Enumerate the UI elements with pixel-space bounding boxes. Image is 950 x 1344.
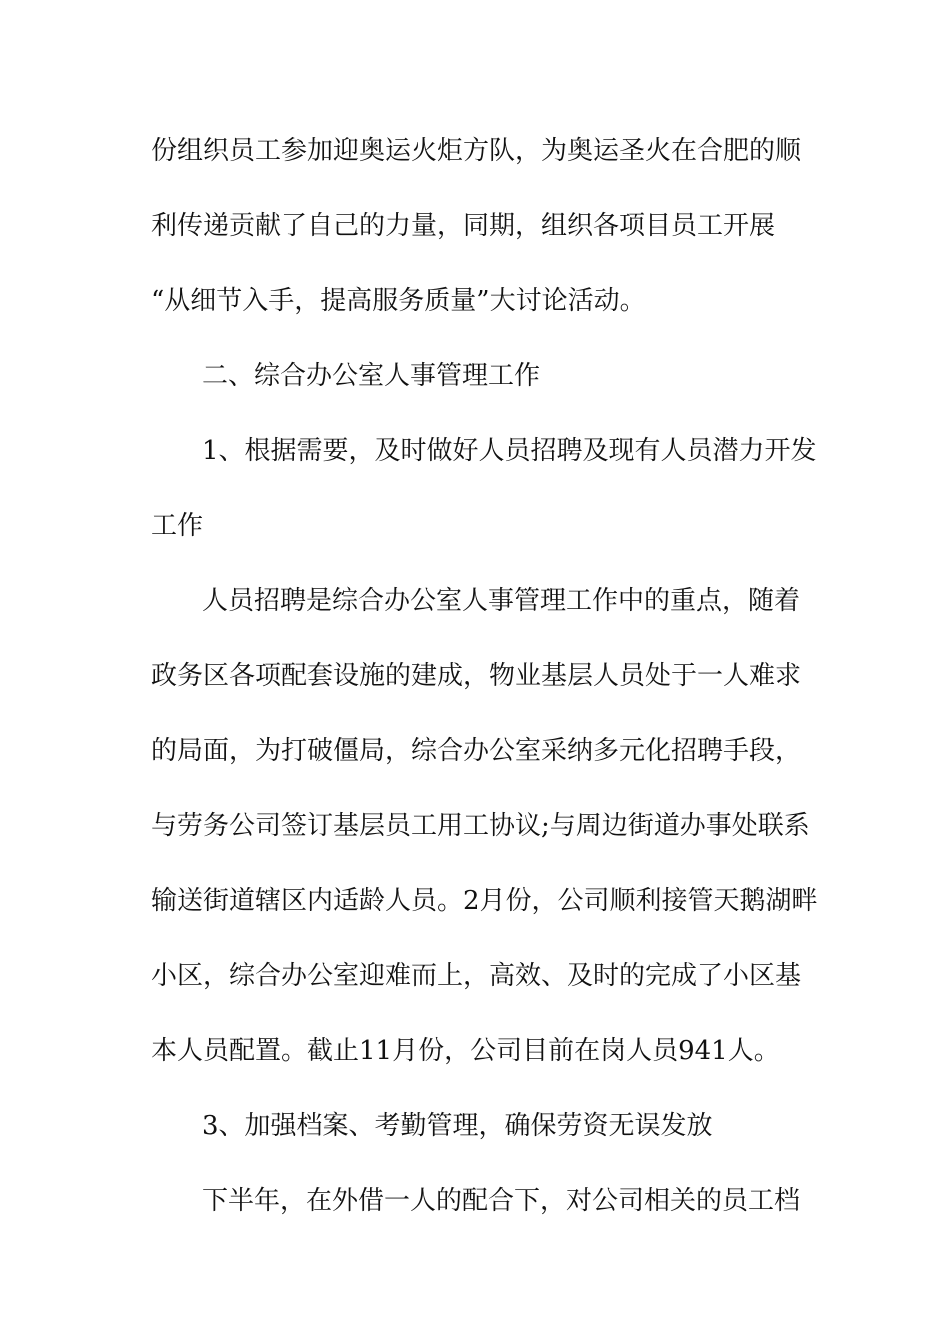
body-text-line: 的局面，为打破僵局，综合办公室采纳多元化招聘手段， [151, 736, 802, 766]
body-text-line: 政务区各项配套设施的建成，物业基层人员处于一人难求 [151, 661, 802, 691]
section-heading: 二、综合办公室人事管理工作 [202, 361, 541, 391]
body-text-line: “从细节入手，提高服务质量”大讨论活动。 [151, 286, 646, 316]
body-text-line: 输送街道辖区内适龄人员。2月份，公司顺利接管天鹅湖畔 [151, 886, 818, 916]
body-text-line: 利传递贡献了自己的力量，同期，组织各项目员工开展 [151, 211, 776, 241]
subsection-heading: 1、根据需要，及时做好人员招聘及现有人员潜力开发 [202, 436, 817, 466]
subsection-heading-continuation: 工作 [151, 511, 204, 541]
body-text-line: 本人员配置。截止11月份，公司目前在岗人员941人。 [151, 1036, 780, 1066]
body-text-line: 与劳务公司签订基层员工用工协议;与周边街道办事处联系 [151, 811, 810, 841]
body-text-line: 份组织员工参加迎奥运火炬方队，为奥运圣火在合肥的顺 [151, 136, 802, 166]
body-text-line: 人员招聘是综合办公室人事管理工作中的重点，随着 [202, 586, 801, 616]
body-text-line: 小区，综合办公室迎难而上，高效、及时的完成了小区基 [151, 961, 802, 991]
body-text-line: 下半年，在外借一人的配合下，对公司相关的员工档 [202, 1186, 801, 1216]
subsection-heading: 3、加强档案、考勤管理，确保劳资无误发放 [202, 1111, 713, 1141]
